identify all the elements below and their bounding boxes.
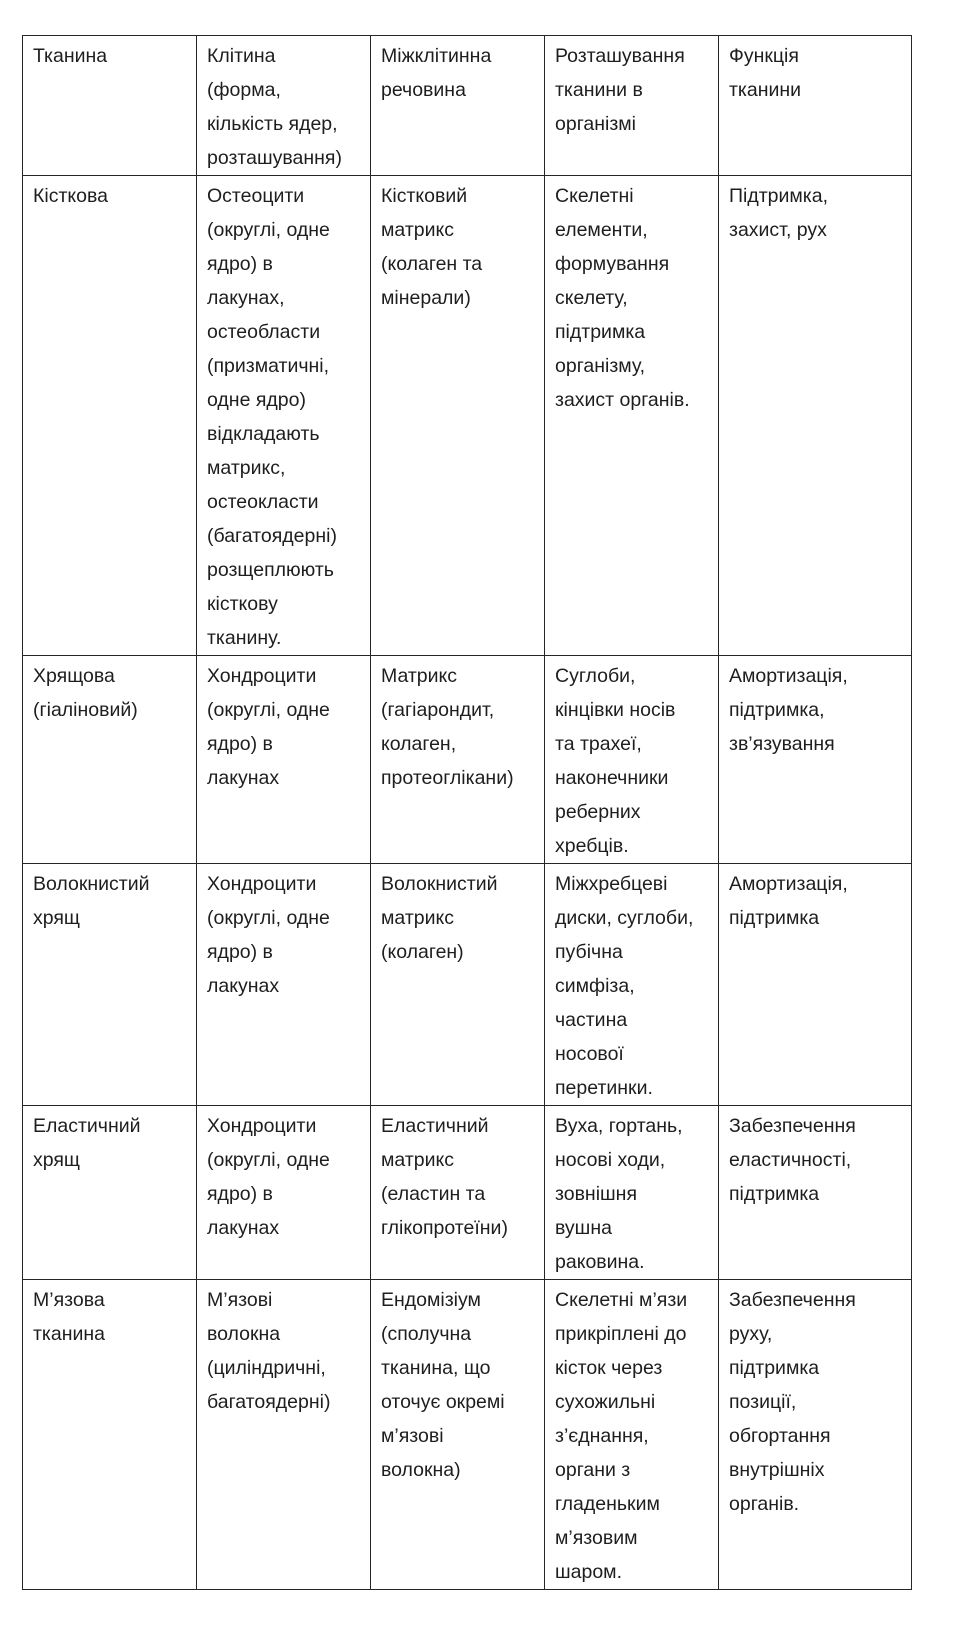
cell-text-line: реберних bbox=[555, 801, 641, 823]
cell-text-line: Ендомізіум bbox=[381, 1289, 481, 1311]
cell-text-line: прикріплені до bbox=[555, 1323, 687, 1345]
cell-text-line: Волокнистий bbox=[381, 873, 498, 895]
cell-text-line: (округлі, одне bbox=[207, 699, 330, 721]
cell-text-line: (округлі, одне bbox=[207, 907, 330, 929]
cell-text-line: матрикс, bbox=[207, 457, 286, 479]
cell-text-line: мінерали) bbox=[381, 287, 471, 309]
cell-text-line: (гіаліновий) bbox=[33, 699, 138, 721]
location-cell bbox=[545, 1106, 719, 1280]
cell-text-line: внутрішніх bbox=[729, 1459, 825, 1481]
cell-text-line: ядро) в bbox=[207, 941, 273, 963]
cell-text-line: речовина bbox=[381, 79, 466, 101]
cell-text-line: обгортання bbox=[729, 1425, 831, 1447]
cell-text-line: Міжклітинна bbox=[381, 45, 492, 67]
location-cell bbox=[545, 1280, 719, 1590]
cell-text-line: хребців. bbox=[555, 835, 629, 857]
cell-text-line: Амортизація, bbox=[729, 873, 848, 895]
cell-text-line: наконечники bbox=[555, 767, 669, 789]
cell-type-cell bbox=[197, 176, 371, 656]
cell-text-line: лакунах bbox=[207, 1217, 280, 1239]
cell-text-line: Клітина bbox=[207, 45, 276, 67]
cell-text-line: лакунах bbox=[207, 975, 280, 997]
cell-text-line: розщеплюють bbox=[207, 559, 334, 581]
cell-text-line: (колаген та bbox=[381, 253, 483, 275]
function-cell bbox=[719, 1280, 912, 1590]
cell-text-line: Еластичний bbox=[33, 1115, 141, 1137]
cell-text-line: одне ядро) bbox=[207, 389, 306, 411]
cell-text-line: Вуха, гортань, bbox=[555, 1115, 683, 1137]
cell-text-line: органи з bbox=[555, 1459, 631, 1481]
cell-text-line: кількість ядер, bbox=[207, 113, 338, 135]
cell-text-line: Розташування bbox=[555, 45, 685, 67]
table-row bbox=[23, 1280, 912, 1590]
cell-text-line: тканину. bbox=[207, 627, 282, 649]
cell-text-line: захист органів. bbox=[555, 389, 690, 411]
header-cell-type-cell bbox=[197, 36, 371, 176]
cell-text-line: кінцівки носів bbox=[555, 699, 676, 721]
cell-text-line: Функція bbox=[729, 45, 799, 67]
cell-text-line: лакунах bbox=[207, 767, 280, 789]
tissue-cell bbox=[23, 176, 197, 656]
cell-text-line: оточує окремі bbox=[381, 1391, 505, 1413]
cell-text-line: М’язова bbox=[33, 1289, 105, 1311]
cell-text-line: Кістковий bbox=[381, 185, 468, 207]
cell-text-line: ядро) в bbox=[207, 253, 273, 275]
cell-text-line: Хондроцити bbox=[207, 1115, 317, 1137]
cell-text-line: симфіза, bbox=[555, 975, 635, 997]
matrix-cell bbox=[371, 1106, 545, 1280]
location-cell bbox=[545, 656, 719, 864]
cell-text-line: хрящ bbox=[33, 907, 80, 929]
cell-text-line: Амортизація, bbox=[729, 665, 848, 687]
cell-text-line: (колаген) bbox=[381, 941, 464, 963]
cell-text-line: кісткову bbox=[207, 593, 278, 615]
cell-text-line: частина bbox=[555, 1009, 628, 1031]
cell-text-line: скелету, bbox=[555, 287, 628, 309]
cell-type-cell bbox=[197, 1106, 371, 1280]
cell-text-line: носові ходи, bbox=[555, 1149, 666, 1171]
cell-text-line: Підтримка, bbox=[729, 185, 829, 207]
cell-text-line: Хондроцити bbox=[207, 873, 317, 895]
cell-text-line: шаром. bbox=[555, 1561, 623, 1583]
cell-text-line: підтримка bbox=[729, 1183, 820, 1205]
cell-text-line: сухожильні bbox=[555, 1391, 656, 1413]
header-function-cell bbox=[719, 36, 912, 176]
cell-text-line: матрикс bbox=[381, 907, 454, 929]
tissue-cell bbox=[23, 656, 197, 864]
cell-text-line: м’язові bbox=[381, 1425, 444, 1447]
function-cell bbox=[719, 1106, 912, 1280]
cell-text-line: остеокласти bbox=[207, 491, 319, 513]
cell-text-line: органів. bbox=[729, 1493, 800, 1515]
cell-text-line: Хрящова bbox=[33, 665, 115, 687]
tissue-cell bbox=[23, 1106, 197, 1280]
cell-text-line: руху, bbox=[729, 1323, 773, 1345]
cell-text-line: Матрикс bbox=[381, 665, 458, 687]
cell-text-line: гладеньким bbox=[555, 1493, 660, 1515]
table-row bbox=[23, 1106, 912, 1280]
cell-text-line: перетинки. bbox=[555, 1077, 653, 1099]
table-row bbox=[23, 176, 912, 656]
tissue-table-body bbox=[23, 36, 912, 1590]
cell-text-line: підтримка bbox=[729, 907, 820, 929]
cell-text-line: (гагіарондит, bbox=[381, 699, 495, 721]
cell-text-line: (багатоядерні) bbox=[207, 525, 337, 547]
cell-text-line: м’язовим bbox=[555, 1527, 638, 1549]
cell-text-line: підтримка bbox=[555, 321, 646, 343]
cell-text-line: (округлі, одне bbox=[207, 219, 330, 241]
tissue-cell bbox=[23, 864, 197, 1106]
cell-text-line: організмі bbox=[555, 113, 636, 135]
cell-text-line: (призматичні, bbox=[207, 355, 330, 377]
cell-text-line: багатоядерні) bbox=[207, 1391, 331, 1413]
cell-text-line: (форма, bbox=[207, 79, 281, 101]
cell-text-line: волокна) bbox=[381, 1459, 461, 1481]
header-location-cell bbox=[545, 36, 719, 176]
cell-text-line: підтримка bbox=[729, 1357, 820, 1379]
location-cell bbox=[545, 176, 719, 656]
cell-text-line: (сполучна bbox=[381, 1323, 472, 1345]
cell-text-line: позиції, bbox=[729, 1391, 797, 1413]
cell-text-line: кісток через bbox=[555, 1357, 663, 1379]
tissue-cell bbox=[23, 1280, 197, 1590]
cell-text-line: ядро) в bbox=[207, 1183, 273, 1205]
cell-text-line: протеоглікани) bbox=[381, 767, 514, 789]
cell-text-line: організму, bbox=[555, 355, 646, 377]
cell-text-line: носової bbox=[555, 1043, 624, 1065]
cell-text-line: (еластин та bbox=[381, 1183, 486, 1205]
cell-text-line: вушна bbox=[555, 1217, 612, 1239]
matrix-cell bbox=[371, 864, 545, 1106]
function-cell bbox=[719, 656, 912, 864]
cell-text-line: Хондроцити bbox=[207, 665, 317, 687]
cell-text-line: ядро) в bbox=[207, 733, 273, 755]
matrix-cell bbox=[371, 176, 545, 656]
cell-text-line: зовнішня bbox=[555, 1183, 637, 1205]
cell-text-line: тканини bbox=[729, 79, 802, 101]
cell-type-cell bbox=[197, 1280, 371, 1590]
cell-text-line: Кісткова bbox=[33, 185, 108, 207]
cell-text-line: Суглоби, bbox=[555, 665, 636, 687]
cell-type-cell bbox=[197, 864, 371, 1106]
cell-text-line: відкладають bbox=[207, 423, 320, 445]
cell-text-line: формування bbox=[555, 253, 670, 275]
cell-text-line: хрящ bbox=[33, 1149, 80, 1171]
cell-text-line: Скелетні м’язи bbox=[555, 1289, 688, 1311]
header-tissue-cell bbox=[23, 36, 197, 176]
matrix-cell bbox=[371, 1280, 545, 1590]
table-row bbox=[23, 656, 912, 864]
header-matrix-cell bbox=[371, 36, 545, 176]
cell-text-line: Забезпечення bbox=[729, 1115, 856, 1137]
cell-text-line: та трахеї, bbox=[555, 733, 642, 755]
cell-text-line: тканини в bbox=[555, 79, 643, 101]
cell-text-line: пубічна bbox=[555, 941, 623, 963]
cell-text-line: (округлі, одне bbox=[207, 1149, 330, 1171]
cell-text-line: матрикс bbox=[381, 219, 454, 241]
cell-text-line: матрикс bbox=[381, 1149, 454, 1171]
cell-text-line: раковина. bbox=[555, 1251, 645, 1273]
cell-text-line: диски, суглоби, bbox=[555, 907, 694, 929]
cell-text-line: Еластичний bbox=[381, 1115, 489, 1137]
cell-text-line: Волокнистий bbox=[33, 873, 150, 895]
cell-text-line: (циліндричні, bbox=[207, 1357, 326, 1379]
location-cell bbox=[545, 864, 719, 1106]
cell-text-line: Скелетні bbox=[555, 185, 634, 207]
cell-text-line: лакунах, bbox=[207, 287, 285, 309]
cell-type-cell bbox=[197, 656, 371, 864]
table-header-row bbox=[23, 36, 912, 176]
cell-text-line: розташування) bbox=[207, 147, 342, 169]
cell-text-line: еластичності, bbox=[729, 1149, 852, 1171]
cell-text-line: Остеоцити bbox=[207, 185, 305, 207]
cell-text-line: остеобласти bbox=[207, 321, 321, 343]
cell-text-line: захист, рух bbox=[729, 219, 827, 241]
cell-text-line: підтримка, bbox=[729, 699, 825, 721]
cell-text-line: тканина bbox=[33, 1323, 106, 1345]
cell-text-line: волокна bbox=[207, 1323, 281, 1345]
table-row bbox=[23, 864, 912, 1106]
function-cell bbox=[719, 176, 912, 656]
cell-text-line: Забезпечення bbox=[729, 1289, 856, 1311]
cell-text-line: з’єднання, bbox=[555, 1425, 649, 1447]
cell-text-line: зв’язування bbox=[729, 733, 835, 755]
cell-text-line: елементи, bbox=[555, 219, 648, 241]
cell-text-line: глікопротеїни) bbox=[381, 1217, 508, 1239]
cell-text-line: колаген, bbox=[381, 733, 457, 755]
function-cell bbox=[719, 864, 912, 1106]
cell-text-line: М’язові bbox=[207, 1289, 273, 1311]
tissue-table bbox=[22, 35, 912, 1590]
matrix-cell bbox=[371, 656, 545, 864]
cell-text-line: Тканина bbox=[33, 45, 108, 67]
cell-text-line: Міжхребцеві bbox=[555, 873, 668, 895]
cell-text-line: тканина, що bbox=[381, 1357, 491, 1379]
